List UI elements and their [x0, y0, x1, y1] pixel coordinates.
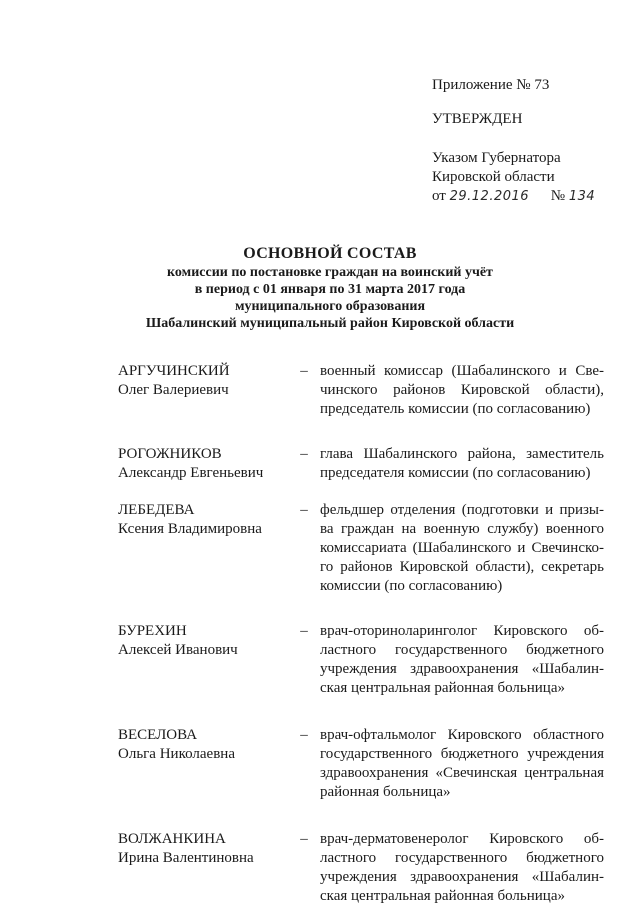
handwritten-date: 29.12.2016: [449, 189, 530, 204]
member-surname: РОГОЖНИКОВ: [118, 446, 222, 462]
member-role-line: глава Шабалинского района, заместитель: [320, 446, 604, 462]
member-given-name: Олег Валериевич: [118, 382, 229, 398]
member-name: [118, 726, 288, 802]
member-role-line: учреждения здравоохранения «Шабалин-: [320, 869, 604, 885]
members-list: [118, 362, 604, 906]
member-dash: –: [300, 363, 308, 379]
approved-label: УТВЕРЖДЕН: [432, 111, 523, 127]
member-role-line: фельдшер отделения (подготовки и призы-: [320, 502, 604, 518]
member-role-line: ластного государственного бюджетного: [320, 642, 604, 658]
member-role-line: врач-дерматовенеролог Кировского об-: [320, 831, 604, 847]
title-main: ОСНОВНОЙ СОСТАВ: [243, 245, 417, 262]
member-given-name: Алексей Иванович: [118, 642, 238, 658]
member-row: [118, 445, 604, 483]
decree-line-2: Кировской области: [432, 169, 555, 185]
member-surname: ЛЕБЕДЕВА: [118, 502, 195, 518]
member-name: [118, 501, 288, 596]
date-prefix: от: [432, 188, 446, 204]
member-dash: –: [300, 727, 308, 743]
member-name: [118, 830, 288, 906]
member-role-line: врач-офтальмолог Кировского областного: [320, 727, 604, 743]
member-row: [118, 726, 604, 802]
member-given-name: Ирина Валентиновна: [118, 850, 254, 866]
decree-date-line: [432, 187, 632, 206]
member-name: [118, 445, 288, 483]
member-role-line: комиссариата (Шабалинского и Свечинско-: [320, 540, 604, 556]
member-dash: –: [300, 502, 308, 518]
member-role: [320, 362, 604, 419]
member-surname: ВОЛЖАНКИНА: [118, 831, 226, 847]
member-role-line: ластного государственного бюджетного: [320, 850, 604, 866]
member-role-line: врач-оториноларинголог Кировского об-: [320, 623, 604, 639]
member-surname: БУРЕХИН: [118, 623, 187, 639]
title-line-2: в период с 01 января по 31 марта 2017 года: [194, 282, 466, 297]
member-role: [320, 622, 604, 698]
document-title: [60, 244, 600, 332]
member-role-line: районная больница»: [320, 784, 451, 800]
member-row: [118, 362, 604, 419]
member-role-line: ва граждан на военную службу) военного: [320, 521, 604, 537]
member-name: [118, 622, 288, 698]
title-line-4: Шабалинский муниципальный район Кировской области: [145, 316, 515, 331]
member-role: [320, 726, 604, 802]
member-dash: –: [300, 623, 308, 639]
title-line-1: комиссии по постановке граждан на воинский учёт: [167, 265, 493, 280]
member-name: [118, 362, 288, 419]
appendix-number: Приложение № 73: [432, 77, 550, 93]
member-role: [320, 501, 604, 596]
approval-block: [432, 76, 632, 206]
member-given-name: Ксения Владимировна: [118, 521, 262, 537]
member-role-line: чинского районов Кировской области),: [320, 382, 604, 398]
member-given-name: Ольга Николаевна: [118, 746, 235, 762]
member-surname: ВЕСЕЛОВА: [118, 727, 198, 743]
member-role-line: ская центральная районная больница»: [320, 888, 565, 904]
member-row: [118, 501, 604, 596]
member-role: [320, 830, 604, 906]
decree-line-1: Указом Губернатора: [432, 150, 561, 166]
member-role-line: здравоохранения «Свечинская центральная: [320, 765, 604, 781]
member-surname: АРГУЧИНСКИЙ: [118, 363, 230, 379]
member-row: [118, 622, 604, 698]
member-role-line: военный комиссар (Шабалинского и Све-: [320, 363, 604, 379]
member-role-line: го районов Кировской области), секретарь: [320, 559, 604, 575]
member-role-line: ская центральная районная больница»: [320, 680, 565, 696]
member-role-line: комиссии (по согласованию): [320, 578, 503, 594]
handwritten-number: 134: [568, 189, 596, 204]
member-role-line: председателя комиссии (по согласованию): [320, 465, 591, 481]
member-dash: –: [300, 831, 308, 847]
member-role-line: председатель комиссии (по согласованию): [320, 401, 591, 417]
member-given-name: Александр Евгеньевич: [118, 465, 264, 481]
title-line-3: муниципального образования: [234, 299, 426, 314]
member-dash: –: [300, 446, 308, 462]
member-row: [118, 830, 604, 906]
member-role: [320, 445, 604, 483]
member-role-line: учреждения здравоохранения «Шабалин-: [320, 661, 604, 677]
number-prefix: №: [550, 188, 566, 204]
member-role-line: государственного бюджетного учреждения: [320, 746, 604, 762]
